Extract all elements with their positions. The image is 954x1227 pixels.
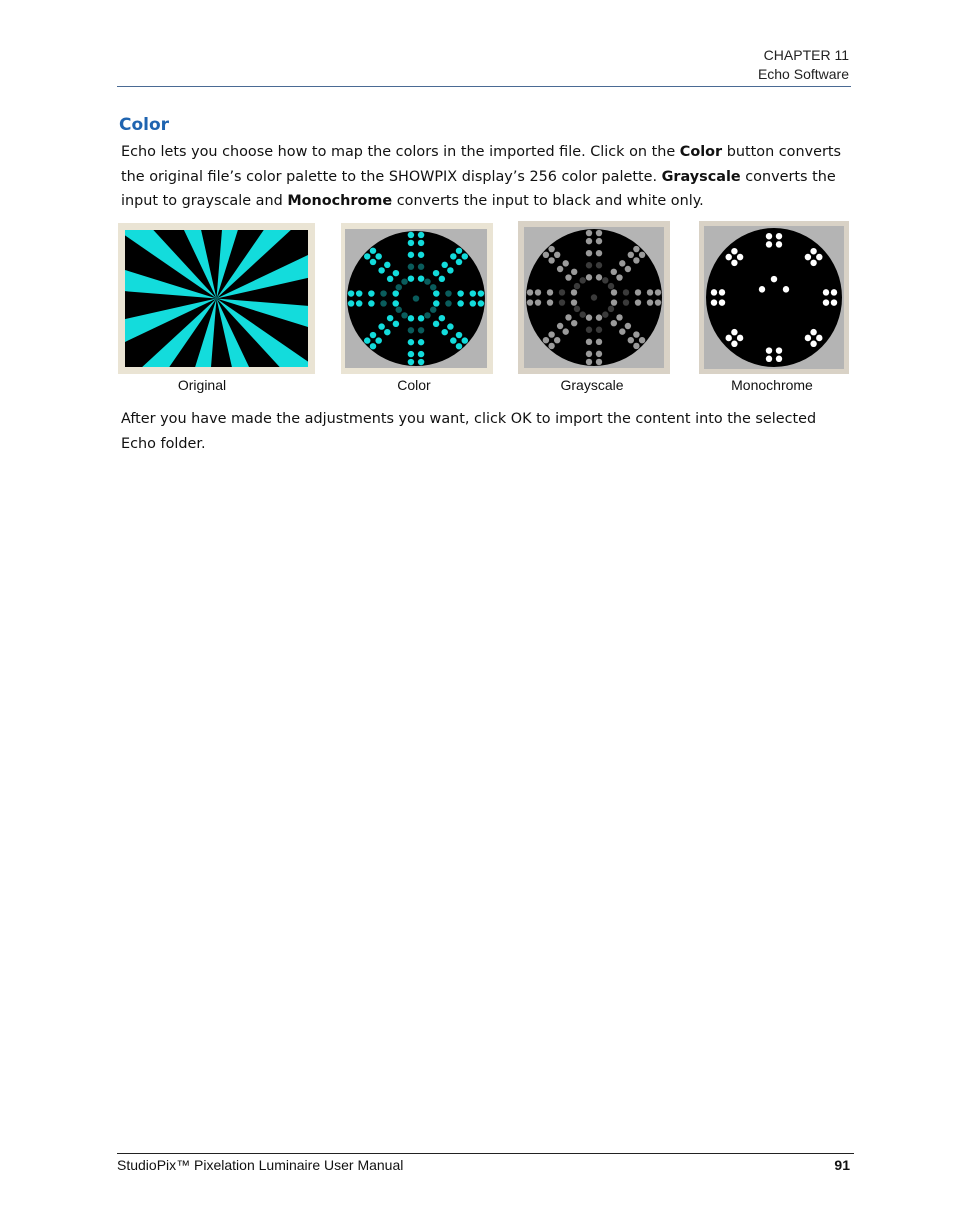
led-dot [392,290,398,296]
starburst-image [125,230,308,367]
led-dot [348,300,354,306]
footer-page-number: 91 [834,1157,850,1173]
led-dot [633,257,639,263]
caption-original: Original [177,377,227,393]
led-dot [548,331,554,337]
led-dot [375,253,381,259]
led-dot [445,300,451,306]
led-dot [356,300,362,306]
led-dot [737,335,743,342]
led-dot [418,315,424,321]
led-dot [596,339,602,345]
led-dot [548,246,554,252]
led-dot [623,299,629,305]
section-title: Color [119,115,170,135]
led-dot [776,241,782,248]
led-dot [628,337,634,343]
led-dot [571,320,577,326]
led-dot [408,240,414,246]
led-dot [535,299,541,305]
led-dot [805,254,811,261]
led-dot [586,230,592,236]
led-dot [378,267,384,273]
led-dot [731,260,737,267]
led-dot [776,356,782,363]
led-dot [611,269,617,275]
led-dot [625,323,631,329]
led-dot [478,290,484,296]
led-dot [596,262,602,268]
led-dot [810,329,816,336]
led-dot [418,240,424,246]
led-dot [805,335,811,342]
running-header [758,46,849,84]
led-dot [543,337,549,343]
led-dot [548,343,554,349]
led-dot [408,327,414,333]
para1-bold-monochrome: Monochrome [287,193,393,209]
led-dot [766,241,772,248]
header-section: Echo Software [757,66,849,82]
led-dot [719,289,725,296]
led-dot [418,339,424,345]
led-dot [348,290,354,296]
led-dot [639,252,645,258]
led-dot [408,339,414,345]
header-chapter: CHAPTER 11 [763,47,849,63]
led-dot [625,266,631,272]
led-dot [424,312,430,318]
led-dot [776,233,782,240]
led-dot [364,253,370,259]
led-dot [393,270,399,276]
led-dot [547,299,553,305]
led-dot [726,335,732,342]
led-dot [831,299,837,306]
led-dot [408,275,414,281]
led-dot [439,276,445,282]
led-dot [639,337,645,343]
led-dot [602,311,608,317]
led-disc [706,228,842,367]
led-dot [527,299,533,305]
led-dot [384,262,390,268]
led-dot [635,299,641,305]
led-dot [766,347,772,354]
para1-text-2: button converts the original file’s color palette to the SHOWPIX display’s 256 color palette. [121,144,842,185]
led-dot [619,328,625,334]
led-dot [370,332,376,338]
led-dot [559,299,565,305]
led-dot [596,250,602,256]
led-dot [375,337,381,343]
led-dot [396,284,402,290]
led-dot [608,306,614,312]
led-dot [810,260,816,267]
led-dot [571,299,577,305]
led-dot [384,329,390,335]
caption-grayscale: Grayscale [560,377,624,393]
led-dot [596,274,602,280]
led-dot [571,269,577,275]
led-dot [433,290,439,296]
led-dot [580,311,586,317]
led-dot [554,337,560,343]
led-dot [456,343,462,349]
led-dot [408,315,414,321]
led-dot [478,300,484,306]
led-dot [441,262,447,268]
led-dot [776,347,782,354]
led-dot [571,289,577,295]
led-dot [413,295,419,301]
led-dot [392,300,398,306]
led-dot [574,283,580,289]
led-dot [548,257,554,263]
led-dot [596,359,602,365]
led-dot [401,312,407,318]
footer-manual-title: StudioPix™ Pixelation Luminaire User Manual [117,1157,404,1173]
led-dot [586,262,592,268]
led-dot [368,300,374,306]
para1-bold-color: Color [679,144,723,160]
led-dot [586,351,592,357]
led-dot [387,276,393,282]
led-dot [456,332,462,338]
led-dot [619,260,625,266]
led-dot [633,343,639,349]
para1-text-3: converts the input to grayscale and [121,168,836,209]
led-dot [418,275,424,281]
led-dot [586,250,592,256]
led-dot [596,230,602,236]
closing-paragraph: After you have made the adjustments you want, click OK to import the content into the selected Echo folder. [121,411,817,452]
header-rule [117,86,851,87]
led-dot [831,289,837,296]
led-dot [655,289,661,295]
led-dot [711,299,717,306]
led-dot [543,252,549,258]
led-dot [462,337,468,343]
led-dot [447,323,453,329]
grayscale-image [518,221,670,374]
led-dot [535,289,541,295]
led-dot [711,289,717,296]
led-dot [766,356,772,363]
led-dot [433,270,439,276]
led-dot [408,359,414,365]
footer-rule [117,1153,854,1154]
led-dot [596,238,602,244]
led-dot [408,252,414,258]
led-dot [628,252,634,258]
led-dot [447,267,453,273]
led-dot [731,248,737,255]
led-dot [457,300,463,306]
led-dot [393,321,399,327]
led-dot [810,248,816,255]
led-dot [370,259,376,265]
led-dot [596,351,602,357]
led-dot [623,289,629,295]
led-dot [456,248,462,254]
led-dot [418,252,424,258]
led-dot [783,286,789,293]
led-dot [611,289,617,295]
led-dot [766,233,772,240]
led-dot [554,252,560,258]
led-dot [563,328,569,334]
led-dot [424,278,430,284]
led-dot [823,289,829,296]
led-dot [445,290,451,296]
led-dot [418,264,424,270]
led-dot [364,337,370,343]
led-dot [401,278,407,284]
monochrome-led-preview [704,226,844,369]
led-dot [647,289,653,295]
led-dot [563,260,569,266]
led-dot [726,254,732,261]
led-dot [456,259,462,265]
led-dot [470,300,476,306]
led-dot [408,232,414,238]
led-dot [810,341,816,348]
led-dot [586,339,592,345]
led-dot [565,314,571,320]
led-dot [462,253,468,259]
led-dot [731,329,737,336]
led-dot [816,254,822,261]
led-dot [608,283,614,289]
led-dot [387,315,393,321]
para1-text-4: converts the input to black and white only. [392,193,704,209]
led-dot [547,289,553,295]
led-dot [633,331,639,337]
color-led-preview [345,229,487,368]
led-dot [655,299,661,305]
led-dot [396,307,402,313]
led-dot [457,290,463,296]
led-dot [759,286,765,293]
led-dot [559,289,565,295]
intro-paragraph [121,140,853,214]
led-dot [378,323,384,329]
led-dot [430,307,436,313]
monochrome-image [699,221,849,374]
led-dot [380,290,386,296]
led-dot [557,266,563,272]
led-dot [356,290,362,296]
led-dot [611,320,617,326]
led-dot [439,315,445,321]
caption-color: Color [397,377,431,393]
led-dot [616,314,622,320]
para1-text-1: Echo lets you choose how to map the colors in the imported file. Click on the [121,144,680,160]
led-dot [433,321,439,327]
led-dot [633,246,639,252]
led-dot [737,254,743,261]
para1-bold-grayscale: Grayscale [661,168,741,185]
led-dot [731,341,737,348]
led-dot [586,238,592,244]
led-dot [574,306,580,312]
led-dot [596,314,602,320]
grayscale-led-preview [524,227,664,368]
led-dot [823,299,829,306]
led-dot [418,359,424,365]
led-dot [602,277,608,283]
led-dot [450,253,456,259]
led-dot [370,343,376,349]
led-dot [368,290,374,296]
led-dot [596,327,602,333]
led-dot [418,351,424,357]
led-dot [611,299,617,305]
led-dot [408,264,414,270]
led-dot [418,232,424,238]
led-dot [719,299,725,306]
led-dot [647,299,653,305]
led-dot [441,329,447,335]
led-dot [616,274,622,280]
led-dot [418,327,424,333]
led-dot [370,248,376,254]
caption-monochrome: Monochrome [731,377,813,393]
led-dot [816,335,822,342]
led-dot [580,277,586,283]
led-dot [586,274,592,280]
led-dot [380,300,386,306]
led-dot [557,323,563,329]
led-dot [433,300,439,306]
led-dot [470,290,476,296]
led-dot [586,359,592,365]
led-dot [635,289,641,295]
led-dot [430,284,436,290]
led-dot [771,276,777,283]
led-dot [527,289,533,295]
led-dot [586,314,592,320]
led-dot [586,327,592,333]
led-dot [408,351,414,357]
led-dot [565,274,571,280]
color-image [341,223,493,374]
led-dot [450,337,456,343]
led-dot [591,294,597,300]
original-image [118,223,315,374]
